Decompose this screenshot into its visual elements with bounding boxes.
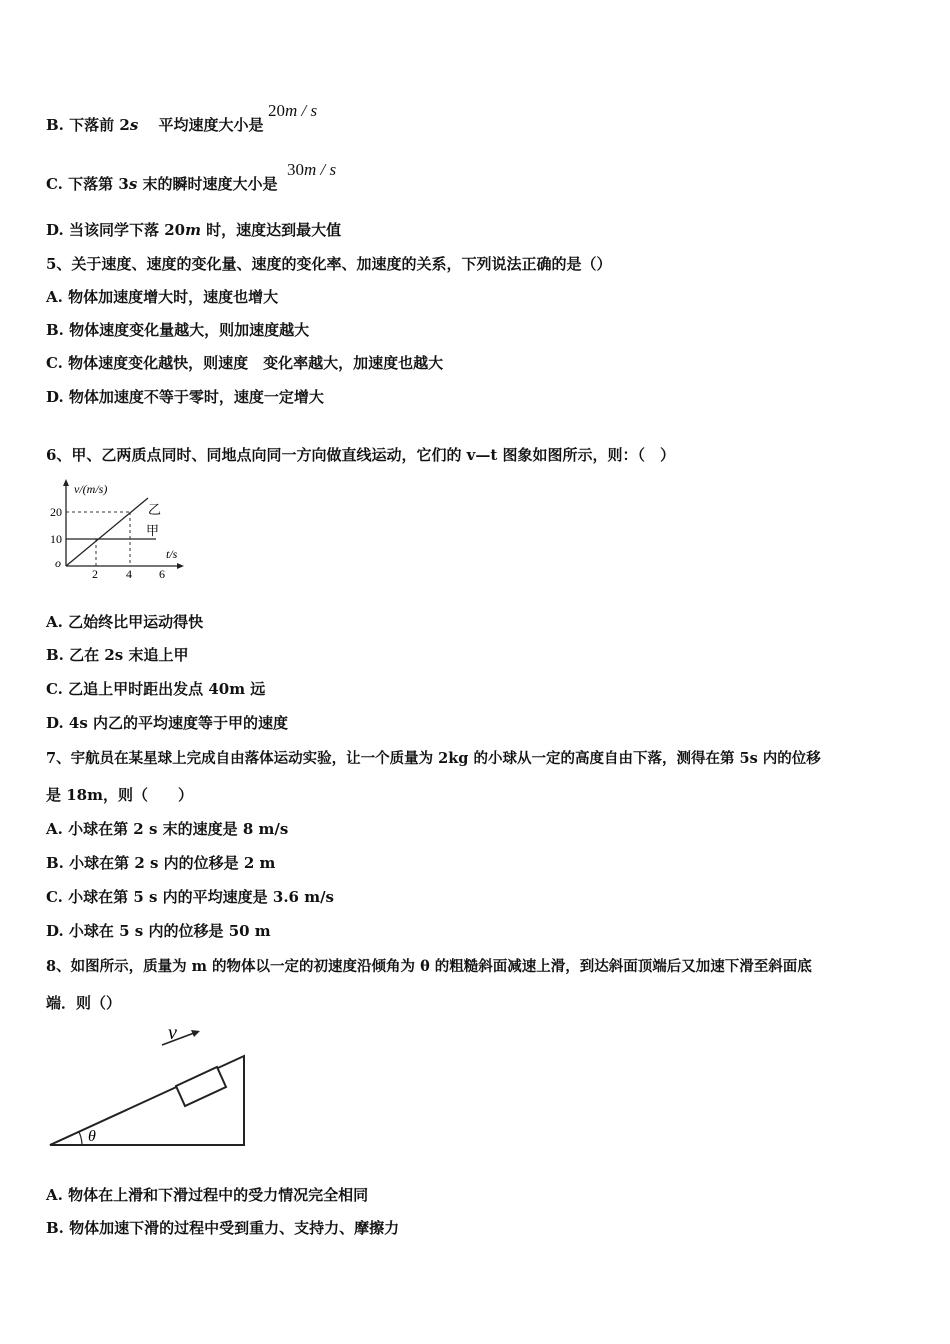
option-label: D. [46,221,64,239]
option-text: 当该同学下落 [68,221,159,239]
option-label: C. [46,175,63,193]
x-axis-label: t/s [166,547,178,561]
option-unit: s [128,175,138,193]
option-unit: m [185,221,201,239]
option-value: 20 [164,221,186,239]
q7-stem-line2: 是 18m，则（ ） [46,786,193,804]
x-tick-6: 6 [159,567,165,580]
q7-option-d: D. 小球在 5 s 内的位移是 50 m [46,922,271,940]
q7-option-b: B. 小球在第 2 s 内的位移是 2 m [46,854,276,872]
x-axis-arrow [177,563,184,569]
q7-option-a: A. 小球在第 2 s 末的速度是 8 m/s [46,820,289,838]
q5-option-c: C. 物体速度变化越快，则速度 变化率越大，加速度也越大 [46,354,444,372]
y-axis-label: v/(m/s) [74,482,108,496]
q8-option-a: A. 物体在上滑和下滑过程中的受力情况完全相同 [46,1186,369,1204]
q5-option-d: D. 物体加速度不等于零时，速度一定增大 [46,388,324,406]
q6-option-a: A. 乙始终比甲运动得快 [46,613,204,631]
q4-option-b [46,115,264,135]
q8-stem-line2: 端．则（） [46,994,122,1012]
q8-stem-line1: 8、如图所示，质量为 m 的物体以一定的初速度沿倾角为 θ 的粗糙斜面减速上滑，到达斜面顶端后又加速下滑至斜面底 [46,958,812,975]
q5-option-b: B. 物体速度变化量越大，则加速度越大 [46,321,310,339]
y-tick-10: 10 [50,532,62,546]
q6-vt-graph [46,478,196,580]
x-tick-2: 2 [92,567,98,580]
q4-c-math: 30m / s [287,160,337,179]
q8-option-b: B. 物体加速下滑的过程中受到重力、支持力、摩擦力 [46,1219,400,1237]
option-text: 时，速度达到最大值 [206,221,342,239]
origin-label: o [55,556,61,570]
q7-stem-line1: 7、宇航员在某星球上完成自由落体运动实验，让一个质量为 2kg 的小球从一定的高度自由下落，测得在第 5s 内的位移 [46,750,821,767]
option-text: 下落前 [69,116,115,134]
angle-arc [79,1132,82,1145]
option-text: 平均速度大小是 [158,116,264,134]
x-tick-4: 4 [126,567,132,580]
velocity-label: v [168,1022,177,1044]
option-text: 末的瞬时速度大小是 [142,175,278,193]
velocity-arrow [162,1033,194,1045]
angle-label: θ [88,1128,96,1145]
q5-stem: 5、关于速度、速度的变化量、速度的变化率、加速度的关系，下列说法正确的是（） [46,255,612,273]
q6-option-c: C. 乙追上甲时距出发点 40m 远 [46,680,266,698]
series-yi-label: 乙 [148,502,162,517]
option-label: B. [46,116,64,134]
series-jia-label: 甲 [146,523,160,538]
series-yi-line [66,498,148,566]
q7-option-c: C. 小球在第 5 s 内的平均速度是 3.6 m/s [46,888,335,906]
option-unit: s [129,116,139,134]
y-axis-arrow [63,479,69,486]
y-tick-20: 20 [50,505,62,519]
block [176,1067,226,1106]
q4-b-math: 20m / s [268,101,318,120]
option-text: 下落第 [68,175,114,193]
q4-option-c [46,174,278,194]
q5-option-a: A. 物体加速度增大时，速度也增大 [46,288,279,306]
q6-option-d: D. 4s 内乙的平均速度等于甲的速度 [46,714,289,732]
q6-stem: 6、甲、乙两质点同时、同地点向同一方向做直线运动，它们的 v—t 图象如图所示，则：（ ） [46,446,676,464]
q8-incline-figure [46,1020,252,1152]
option-value: 3 [118,175,129,193]
option-value: 2 [119,116,130,134]
q4-option-d [46,220,341,240]
q6-option-b: B. 乙在 2s 末追上甲 [46,646,189,664]
